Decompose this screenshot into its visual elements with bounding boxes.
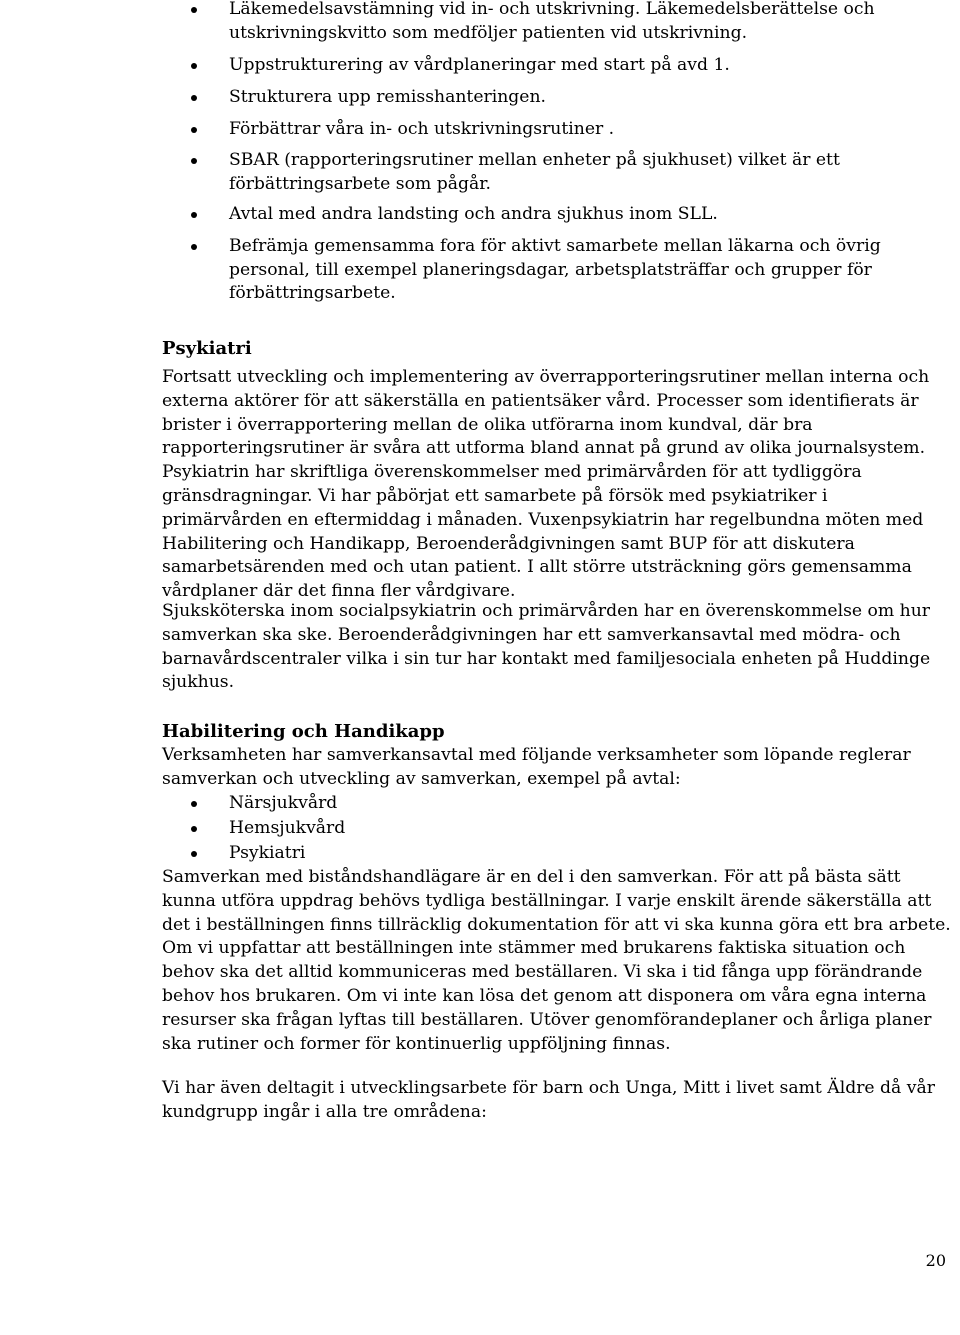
list-item bbox=[162, 792, 942, 817]
list-item bbox=[162, 0, 942, 46]
list-item-text: Hemsjukvård bbox=[229, 818, 346, 838]
list-item-text: Befrämja gemensamma fora för aktivt samarbete mellan läkarna och övrig personal, till exempel planeringsdagar, arbetsplatsträffar och grupper för förbättringsarbete. bbox=[229, 235, 881, 304]
bullet-icon bbox=[191, 851, 197, 857]
bullet-icon bbox=[191, 7, 197, 13]
list-item bbox=[162, 842, 942, 867]
list-item bbox=[162, 817, 942, 842]
bullet-icon bbox=[191, 158, 197, 164]
section-heading-psykiatri: Psykiatri bbox=[162, 338, 252, 359]
list-item-text: Läkemedelsavstämning vid in- och utskrivning. Läkemedelsberättelse och utskrivningskvitto som medföljer patienten vid utskrivning. bbox=[229, 0, 875, 43]
bullet-icon bbox=[191, 212, 197, 218]
bullet-icon bbox=[191, 63, 197, 69]
list-item bbox=[162, 54, 942, 78]
top-bullet-list bbox=[162, 0, 942, 306]
list-item-text: Avtal med andra landsting och andra sjukhus inom SLL. bbox=[229, 203, 718, 224]
list-item-text: Förbättrar våra in- och utskrivningsrutiner . bbox=[229, 118, 615, 139]
bullet-icon bbox=[191, 801, 197, 807]
list-item-text: Psykiatri bbox=[229, 843, 306, 863]
bullet-icon bbox=[191, 127, 197, 133]
bullet-icon bbox=[191, 826, 197, 832]
list-item-text: Strukturera upp remisshanteringen. bbox=[229, 86, 546, 107]
list-item bbox=[162, 149, 942, 197]
bullet-icon bbox=[191, 95, 197, 101]
habilitering-paragraph: Samverkan med biståndshandlägare är en del i den samverkan. För att på bästa sätt kunna utföra uppdrag behövs tydliga beställningar. I varje enskilt ärende säkerställa att det i beställningen finns tillräcklig dokumentation för att vi ska kunna göra ett bra arbete. Om vi uppfattar att beställningen inte stämmer med brukarens faktiska situation och behov ska det alltid kommuniceras med beställaren. Vi ska i tid fånga upp förändrande behov hos brukaren. Om vi inte kan lösa det genom att disponera om våra egna interna resurser ska frågan lyftas till beställaren. Utöver genomförandeplaner och årliga planer ska rutiner och former för kontinuerlig uppföljning finnas. bbox=[162, 867, 951, 1054]
list-item bbox=[162, 118, 942, 142]
habilitering-closing: Vi har även deltagit i utvecklingsarbete för barn och Unga, Mitt i livet samt Äldre då vår kundgrupp ingår i alla tre områdena: bbox=[162, 1078, 935, 1122]
list-item bbox=[162, 203, 942, 227]
habilitering-bullet-list bbox=[162, 792, 942, 867]
list-item-text: Närsjukvård bbox=[229, 793, 338, 813]
list-item bbox=[162, 235, 942, 306]
list-item-text: Uppstrukturering av vårdplaneringar med start på avd 1. bbox=[229, 55, 730, 75]
habilitering-intro: Verksamheten har samverkansavtal med följande verksamheter som löpande reglerar samverkan och utveckling av samverkan, exempel på avtal: bbox=[162, 745, 911, 789]
list-item-text: SBAR (rapporteringsrutiner mellan enheter på sjukhuset) vilket är ett förbättringsarbete som pågår. bbox=[229, 150, 840, 195]
page-number: 20 bbox=[925, 1251, 946, 1270]
psykiatri-paragraph: Sjuksköterska inom socialpsykiatrin och primärvården har en överenskommelse om hur samverkan ska ske. Beroenderådgivningen har ett samverkansavtal med mödra- och barnavårdscentraler vilka i sin tur har kontakt med familjesociala enheten på Huddinge sjukhus. bbox=[162, 601, 931, 693]
section-heading-habilitering: Habilitering och Handikapp bbox=[162, 721, 445, 742]
psykiatri-paragraph: Fortsatt utveckling och implementering av överrapporteringsrutiner mellan interna och externa aktörer för att säkerställa en patientsäker vård. Processer som identifierats är brister i överrapportering mellan de olika utförarna inom kundval, där bra rapporteringsrutiner är svåra att utforma bland annat på grund av olika journalsystem. Psykiatrin har skriftliga överenskommelser med primärvården för att tydliggöra gränsdragningar. Vi har påbörjat ett samarbete på försök med psykiatriker i primärvården en eftermiddag i månaden. Vuxenpsykiatrin har regelbundna möten med Habilitering och Handikapp, Beroenderådgivningen samt BUP för att diskutera samarbetsärenden med och utan patient. I allt större utsträckning görs gemensamma vårdplaner där det finna fler vårdgivare. bbox=[162, 367, 930, 602]
bullet-icon bbox=[191, 244, 197, 250]
list-item bbox=[162, 86, 942, 110]
